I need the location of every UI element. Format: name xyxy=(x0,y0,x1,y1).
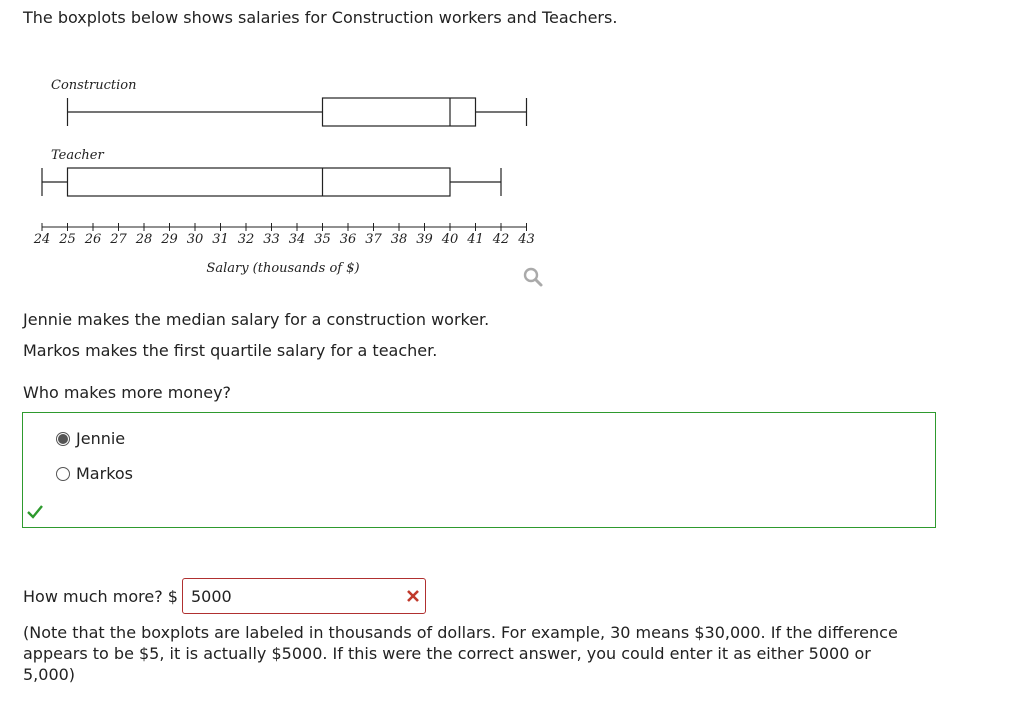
option-markos[interactable] xyxy=(56,464,133,483)
x-tick-label-33: 33 xyxy=(263,232,280,247)
howmuch-input-box xyxy=(182,578,426,614)
howmuch-row xyxy=(23,578,426,614)
statement-jennie: Jennie makes the median salary for a construction worker. xyxy=(23,310,490,329)
x-tick-label-39: 39 xyxy=(416,232,433,247)
x-tick-label-29: 29 xyxy=(161,232,178,247)
teacher-series-label: Teacher xyxy=(51,148,104,163)
statement-markos: Markos makes the first quartile salary for a teacher. xyxy=(23,341,438,360)
x-tick-label-41: 41 xyxy=(467,232,484,247)
x-tick-label-38: 38 xyxy=(390,232,408,247)
note-text: (Note that the boxplots are labeled in thousands of dollars. For example, 30 means $30,000. If the difference appears to be $5, it is actually $5000. If this were the correct answer, you could enter it as either 5000 or 5,000) xyxy=(23,623,898,684)
teacher-box xyxy=(68,168,451,196)
option-jennie[interactable] xyxy=(56,429,125,448)
x-tick-label-35: 35 xyxy=(314,232,331,247)
option-markos-label: Markos xyxy=(76,464,134,483)
x-tick-label-31: 31 xyxy=(212,232,229,247)
x-tick-label-34: 34 xyxy=(288,232,306,247)
boxplot-chart xyxy=(0,60,560,290)
x-tick-label-26: 26 xyxy=(84,232,102,247)
intro-text: The boxplots below shows salaries for Construction workers and Teachers. xyxy=(23,8,618,27)
x-tick-label-25: 25 xyxy=(59,232,76,247)
howmuch-label: How much more? $ xyxy=(23,586,178,606)
x-tick-label-28: 28 xyxy=(135,232,153,247)
question-text: Who makes more money? xyxy=(23,383,232,402)
x-tick-label-27: 27 xyxy=(110,232,127,247)
x-tick-label-40: 40 xyxy=(441,232,459,247)
radio-markos[interactable] xyxy=(56,467,70,481)
magnifier-icon[interactable] xyxy=(520,264,546,290)
x-icon xyxy=(405,588,421,604)
option-jennie-label: Jennie xyxy=(76,429,126,448)
x-tick-label-24: 24 xyxy=(33,232,51,247)
x-tick-label-43: 43 xyxy=(518,232,535,247)
checkmark-icon xyxy=(26,503,44,519)
construction-series-label: Construction xyxy=(51,78,137,93)
x-tick-label-42: 42 xyxy=(492,232,510,247)
x-tick-label-37: 37 xyxy=(365,232,382,247)
x-axis-label: Salary (thousands of $) xyxy=(206,261,360,276)
howmuch-input[interactable] xyxy=(191,587,391,606)
x-tick-label-30: 30 xyxy=(186,232,204,247)
x-tick-label-36: 36 xyxy=(339,232,357,247)
radio-jennie[interactable] xyxy=(56,432,70,446)
answer-choices-box xyxy=(22,412,936,528)
construction-box xyxy=(323,98,476,126)
x-tick-label-32: 32 xyxy=(237,232,255,247)
